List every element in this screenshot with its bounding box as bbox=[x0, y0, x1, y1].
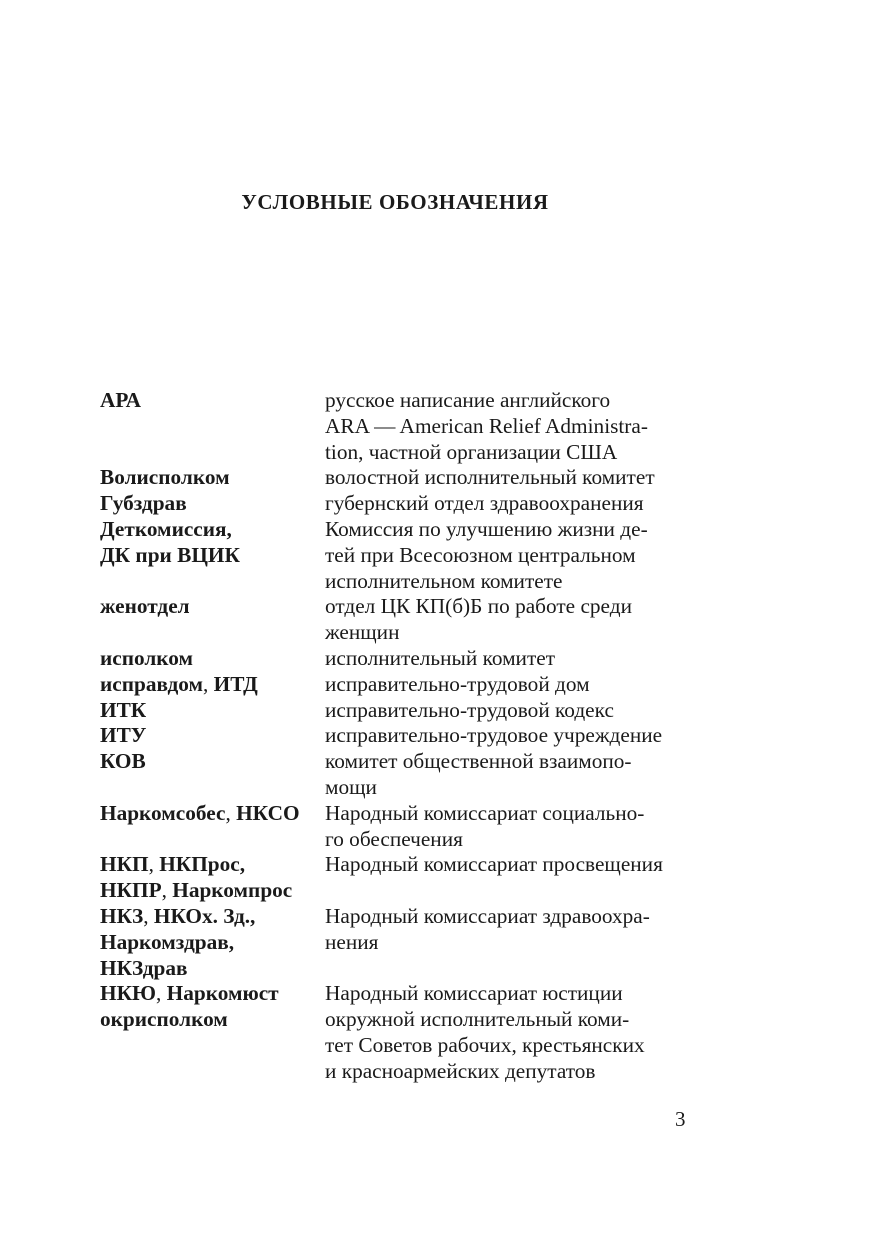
abbreviation-entry bbox=[100, 852, 700, 904]
page-title: УСЛОВНЫЕ ОБОЗНАЧЕНИЯ bbox=[241, 190, 549, 214]
abbreviation-definition-line: Комиссия по улучшению жизни де- bbox=[325, 516, 648, 541]
abbreviation-definition-line: окружной исполнительный коми- bbox=[325, 1007, 630, 1032]
abbreviation-entry bbox=[100, 517, 700, 594]
abbreviation-definition bbox=[325, 465, 700, 491]
abbreviation-entry bbox=[100, 749, 700, 801]
abbreviation-term-line bbox=[100, 594, 325, 620]
abbreviation-term-part: ИТК bbox=[100, 697, 147, 722]
abbreviation-term-part: , bbox=[161, 878, 173, 903]
abbreviation-term-part: НКЗдрав bbox=[100, 955, 188, 980]
abbreviation-term-part: Наркомздрав, bbox=[100, 929, 235, 954]
abbreviation-term-line bbox=[100, 930, 325, 956]
abbreviation-term-part: НКОх. Зд., bbox=[153, 903, 256, 928]
abbreviation-definition-line: губернский отдел здравоохранения bbox=[325, 491, 644, 516]
abbreviation-definition bbox=[325, 749, 700, 801]
abbreviation-term-part: КОВ bbox=[100, 749, 146, 774]
abbreviation-definition-line: волостной исполнительный комитет bbox=[325, 465, 655, 490]
abbreviation-definition-line: tion, частной организации США bbox=[325, 439, 618, 464]
abbreviation-definition bbox=[325, 852, 700, 904]
abbreviation-term-part: НКЗ bbox=[100, 903, 144, 928]
abbreviation-term bbox=[100, 646, 325, 672]
abbreviation-term-part: НКЮ bbox=[100, 981, 156, 1006]
abbreviation-term-part: Наркомюст bbox=[166, 981, 279, 1006]
abbreviation-entry bbox=[100, 698, 700, 724]
abbreviation-term-line bbox=[100, 1007, 325, 1033]
abbreviation-definition-line: го обеспечения bbox=[325, 826, 463, 851]
abbreviation-term-part: , bbox=[156, 981, 167, 1006]
abbreviation-definition-line: русское написание английского bbox=[325, 388, 611, 412]
abbreviation-term-part: окрисполком bbox=[100, 1007, 228, 1032]
abbreviation-definition bbox=[325, 904, 700, 981]
abbreviation-term-part: Волисполком bbox=[100, 465, 230, 490]
abbreviation-term-line bbox=[100, 981, 325, 1007]
abbreviation-term bbox=[100, 491, 325, 517]
abbreviation-definition bbox=[325, 672, 700, 698]
abbreviation-term-part: АРА bbox=[100, 388, 142, 412]
abbreviation-definition-line: Народный комиссариат просвещения bbox=[325, 852, 663, 877]
abbreviation-entry bbox=[100, 981, 700, 1007]
abbreviation-term-part: женотдел bbox=[100, 594, 190, 619]
abbreviation-term-part: , bbox=[143, 903, 154, 928]
abbreviation-definition-line: Народный комиссариат юстиции bbox=[325, 981, 623, 1006]
abbreviation-definition bbox=[325, 491, 700, 517]
abbreviation-term-part: НКПрос bbox=[159, 852, 240, 877]
abbreviation-term-part: , bbox=[202, 671, 214, 696]
abbreviation-term-line bbox=[100, 517, 325, 543]
abbreviation-term bbox=[100, 388, 325, 465]
abbreviation-term bbox=[100, 594, 325, 646]
abbreviation-definition-line: нения bbox=[325, 929, 379, 954]
abbreviation-definition bbox=[325, 388, 700, 465]
abbreviation-term-part: Губздрав bbox=[100, 491, 187, 516]
abbreviation-definition-line: и красноармейских депутатов bbox=[325, 1058, 596, 1083]
abbreviation-definition-line: Народный комиссариат здравоохра- bbox=[325, 903, 650, 928]
abbreviation-term-line bbox=[100, 801, 325, 827]
abbreviation-term-part: , bbox=[225, 800, 237, 825]
abbreviation-term-part: Наркомсобес bbox=[100, 800, 226, 825]
abbreviation-entry bbox=[100, 646, 700, 672]
abbreviation-term-part: ИТД bbox=[213, 671, 258, 696]
abbreviation-term-line bbox=[100, 956, 325, 982]
abbreviation-entry bbox=[100, 594, 700, 646]
abbreviation-definition bbox=[325, 1007, 700, 1084]
abbreviation-term-line bbox=[100, 749, 325, 775]
abbreviation-term-line bbox=[100, 852, 325, 878]
abbreviation-term-part: ДК при ВЦИК bbox=[100, 542, 240, 567]
abbreviation-definition-line: исполнительный комитет bbox=[325, 645, 556, 670]
abbreviation-definition-line: тей при Всесоюзном центральном bbox=[325, 542, 636, 567]
abbreviation-entry bbox=[100, 388, 700, 465]
abbreviation-term-part: ИТУ bbox=[100, 723, 147, 748]
abbreviation-term bbox=[100, 852, 325, 904]
abbreviation-definition-line: исполнительном комитете bbox=[325, 568, 563, 593]
abbreviation-term bbox=[100, 723, 325, 749]
abbreviation-term bbox=[100, 672, 325, 698]
abbreviation-entry bbox=[100, 801, 700, 853]
abbreviation-definition bbox=[325, 723, 700, 749]
abbreviation-term-part: , bbox=[148, 852, 160, 877]
abbreviation-entry bbox=[100, 723, 700, 749]
abbreviation-term-part: Наркомпрос bbox=[172, 878, 293, 903]
abbreviation-term-line bbox=[100, 904, 325, 930]
abbreviation-term-line bbox=[100, 465, 325, 491]
abbreviation-term-line bbox=[100, 672, 325, 698]
abbreviation-definition bbox=[325, 698, 700, 724]
abbreviation-term-line bbox=[100, 543, 325, 569]
abbreviation-definition bbox=[325, 981, 700, 1007]
abbreviation-term-line bbox=[100, 723, 325, 749]
abbreviation-definition-line: отдел ЦК КП(б)Б по работе среди bbox=[325, 594, 632, 619]
abbreviation-term bbox=[100, 465, 325, 491]
abbreviation-definition-line: ARA — American Relief Administra- bbox=[325, 413, 648, 438]
page-number: 3 bbox=[675, 1107, 686, 1131]
abbreviation-definition-line: мощи bbox=[325, 774, 377, 799]
abbreviation-definition-line: женщин bbox=[325, 620, 400, 645]
abbreviation-term bbox=[100, 698, 325, 724]
abbreviation-entry bbox=[100, 491, 700, 517]
abbreviation-term-line bbox=[100, 388, 325, 414]
abbreviation-term-part: НКП bbox=[100, 852, 149, 877]
abbreviation-entry bbox=[100, 465, 700, 491]
abbreviation-entry bbox=[100, 672, 700, 698]
abbreviation-term-line bbox=[100, 878, 325, 904]
abbreviation-list bbox=[100, 388, 700, 1085]
abbreviation-definition bbox=[325, 594, 700, 646]
abbreviation-definition-line: комитет общественной взаимопо- bbox=[325, 749, 632, 774]
abbreviation-definition bbox=[325, 517, 700, 594]
abbreviation-term-line bbox=[100, 646, 325, 672]
abbreviation-term-part: НКПР bbox=[100, 878, 162, 903]
abbreviation-term bbox=[100, 1007, 325, 1084]
abbreviation-term-part: , bbox=[239, 852, 246, 877]
abbreviation-term bbox=[100, 904, 325, 981]
abbreviation-term-part: Деткомиссия, bbox=[100, 516, 232, 541]
abbreviation-definition bbox=[325, 801, 700, 853]
abbreviation-definition bbox=[325, 646, 700, 672]
abbreviation-term bbox=[100, 517, 325, 594]
abbreviation-term bbox=[100, 981, 325, 1007]
abbreviation-term-part: исполком bbox=[100, 645, 194, 670]
abbreviation-term bbox=[100, 749, 325, 801]
abbreviation-term-line bbox=[100, 491, 325, 517]
abbreviation-entry bbox=[100, 1007, 700, 1084]
abbreviation-definition-line: Народный комиссариат социально- bbox=[325, 800, 645, 825]
abbreviation-definition-line: исправительно-трудовой дом bbox=[325, 671, 590, 696]
abbreviation-term-line bbox=[100, 698, 325, 724]
abbreviation-definition-line: исправительно-трудовой кодекс bbox=[325, 697, 614, 722]
abbreviation-entry bbox=[100, 904, 700, 981]
abbreviation-term bbox=[100, 801, 325, 853]
abbreviation-definition-line: исправительно-трудовое учреждение bbox=[325, 723, 663, 748]
abbreviation-term-part: НКСО bbox=[236, 800, 300, 825]
abbreviation-term-part: исправдом bbox=[100, 671, 203, 696]
abbreviation-definition-line: тет Советов рабочих, крестьянских bbox=[325, 1032, 645, 1057]
